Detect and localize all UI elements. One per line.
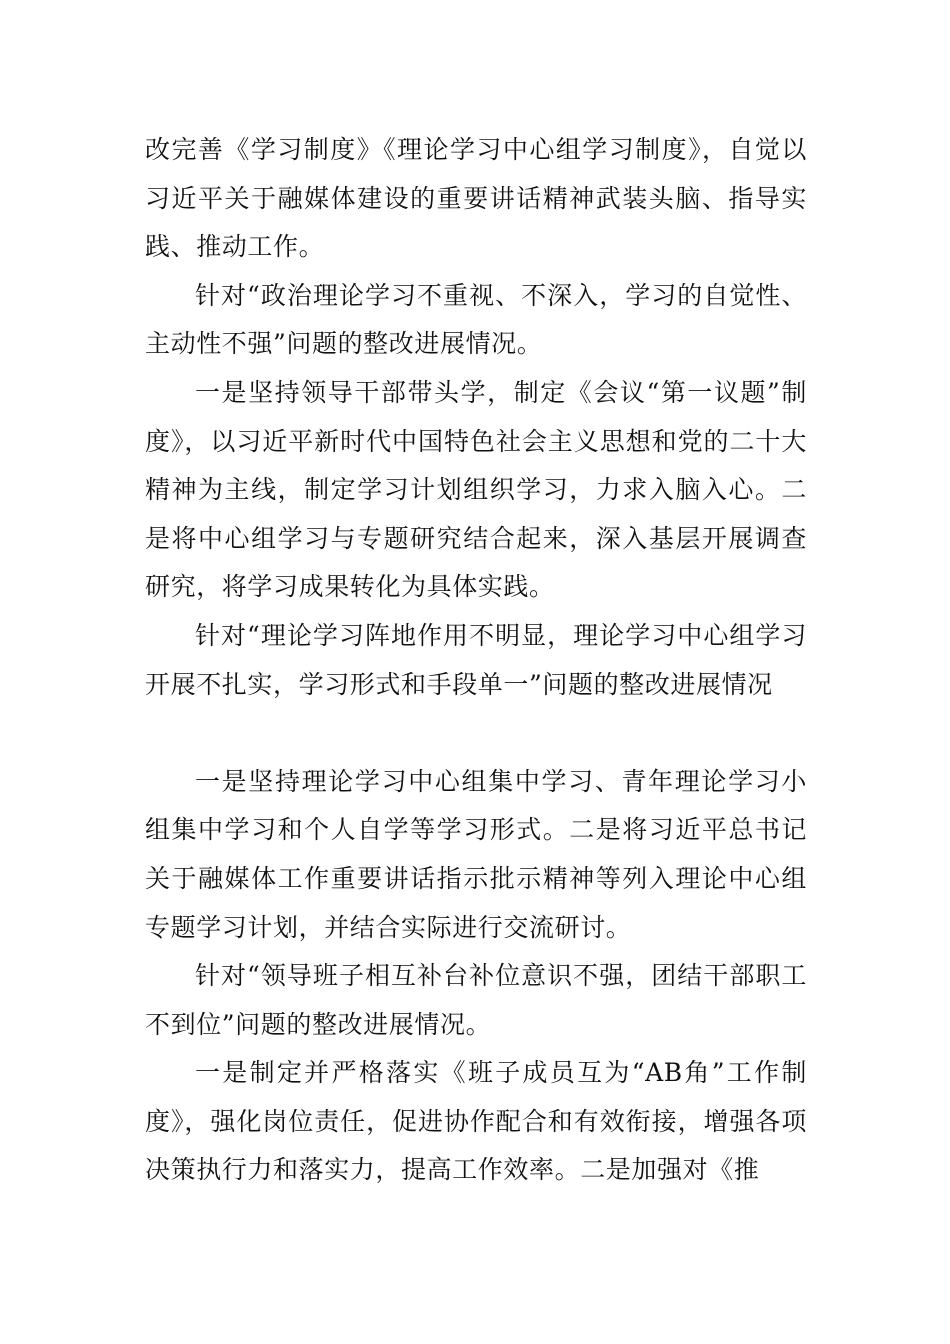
document-body (145, 126, 807, 1195)
paragraph-issue-heading-1: 针对“政治理论学习不重视、不深入，学习的自觉性、主动性不强”问题的整改进展情况。 (145, 280, 807, 359)
paragraph-measures-3: 一是制定并严格落实《班子成员互为“AB角”工作制度》，强化岗位责任，促进协作配合和有效衔接，增强各项决策执行力和落实力，提高工作效率。二是加强对《推 (145, 1058, 807, 1185)
paragraph-continuation: 改完善《学习制度》《理论学习中心组学习制度》，自觉以习近平关于融媒体建设的重要讲话精神武装头脑、指导实践、推动工作。 (145, 135, 807, 262)
paragraph-measures-1: 一是坚持领导干部带头学，制定《会议“第一议题”制度》，以习近平新时代中国特色社会主义思想和党的二十大精神为主线，制定学习计划组织学习，力求入脑入心。二是将中心组学习与专题研究结合起来，深入基层开展调查研究，将学习成果转化为具体实践。 (145, 377, 807, 602)
paragraph-issue-heading-3: 针对“领导班子相互补台补位意识不强，团结干部职工不到位”问题的整改进展情况。 (145, 961, 807, 1039)
blank-line (145, 709, 807, 758)
paragraph-issue-heading-2: 针对“理论学习阵地作用不明显，理论学习中心组学习开展不扎实，学习形式和手段单一”问题的整改进展情况 (145, 620, 807, 699)
paragraph-measures-2: 一是坚持理论学习中心组集中学习、青年理论学习小组集中学习和个人自学等学习形式。二是将习近平总书记关于融媒体工作重要讲话指示批示精神等列入理论中心组专题学习计划，并结合实际进行交流研讨。 (145, 766, 807, 942)
